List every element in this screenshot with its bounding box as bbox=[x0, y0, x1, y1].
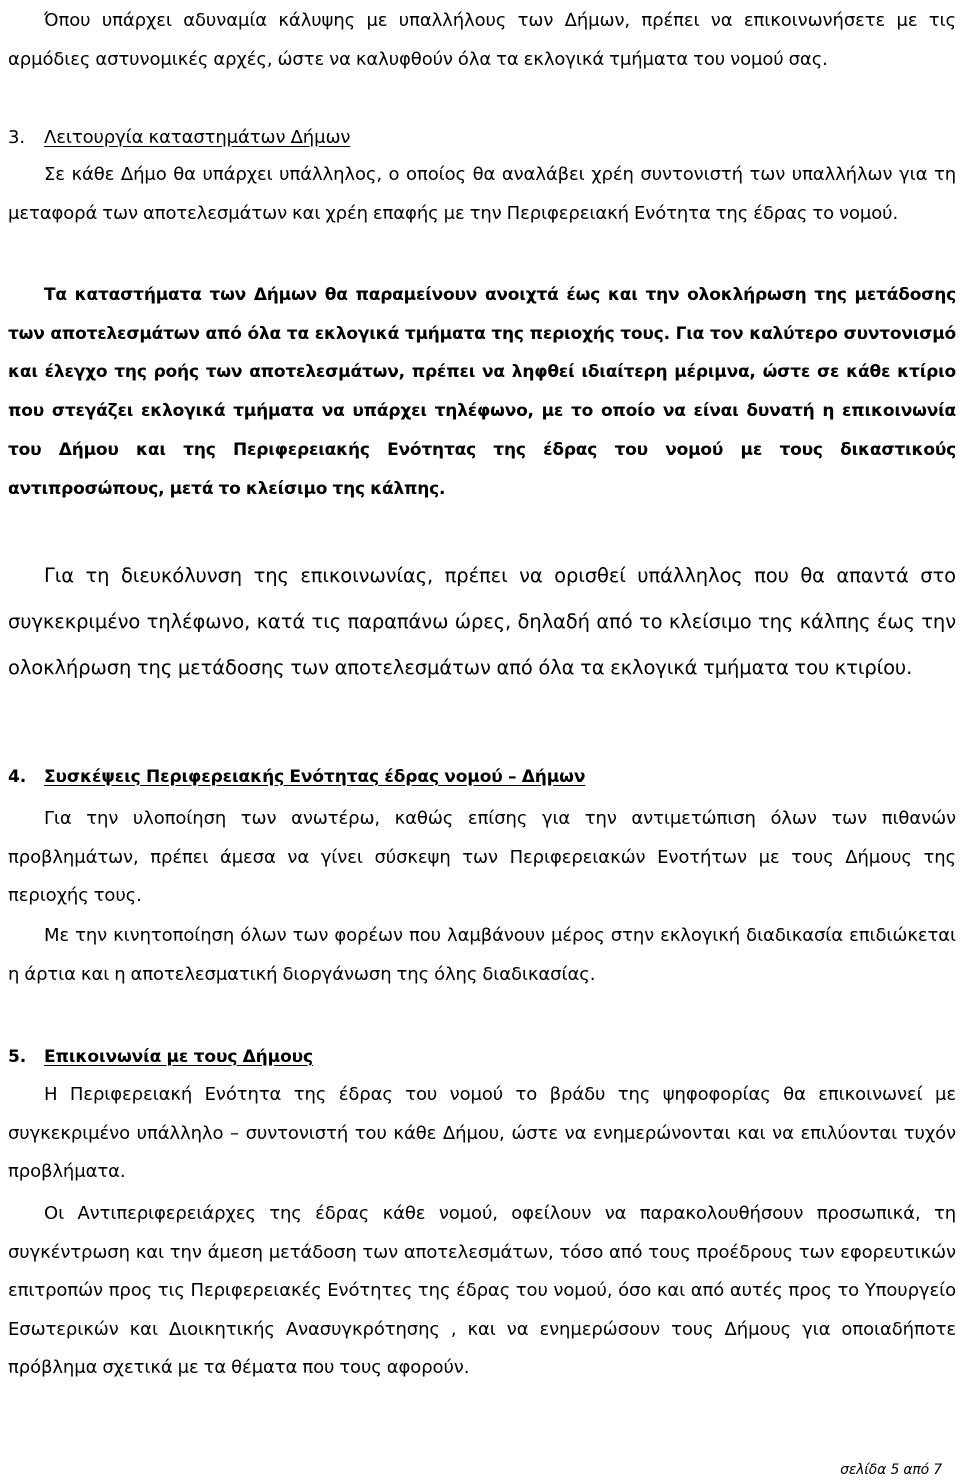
section-3-number: 3. bbox=[8, 127, 25, 148]
section-4-number: 4. bbox=[8, 767, 27, 787]
section-5-heading bbox=[8, 1045, 313, 1069]
section-4-paragraph-2: Με την κινητοποίηση όλων των φορέων που λαμβάνουν μέρος στην εκλογική διαδικασία επιδιώκεται η άρτια και η αποτελεσματική διοργάνωση της όλης διαδικασίας. bbox=[8, 925, 956, 985]
section-5-paragraph-2: Οι Αντιπεριφερειάρχες της έδρας κάθε νομού, οφείλουν να παρακολουθήσουν προσωπικά, τη συγκέντρωση και την άμεση μετάδοση των αποτελεσμάτων, τόσο από τους προέδρους των εφορευτικών επιτροπών προς τις Περιφερειακές Ενότητες της έδρας του νομού, όσο και από αυτές προς το Υπουργείο Εσωτερικών και Διοικητικής Ανασυγκρότησης , και να ενημερώσουν τους Δήμους για οποιαδήποτε πρόβλημα σχετικά με τα θέματα που τους αφορούν. bbox=[8, 1203, 956, 1378]
section-4-paragraph-1: Για την υλοποίηση των ανωτέρω, καθώς επίσης για την αντιμετώπιση όλων των πιθανών προβλημάτων, πρέπει άμεσα να γίνει σύσκεψη των Περιφερειακών Ενοτήτων με τους Δήμους της περιοχής τους. bbox=[8, 808, 956, 906]
section-5-paragraph-1: Η Περιφερειακή Ενότητα της έδρας του νομού το βράδυ της ψηφοφορίας θα επικοινωνεί με συγκεκριμένο υπάλληλο – συντονιστή του κάθε Δήμου, ώστε να ενημερώνονται και να επιλύονται τυχόν προβλήματα. bbox=[8, 1084, 956, 1182]
section-3-paragraph-1: Σε κάθε Δήμο θα υπάρχει υπάλληλος, ο οποίος θα αναλάβει χρέη συντονιστή των υπαλλήλων για τη μεταφορά των αποτελεσμάτων και χρέη επαφής με την Περιφερειακή Ενότητα της έδρας το νομού. bbox=[8, 164, 956, 224]
section-4-heading bbox=[8, 765, 585, 789]
intro-paragraph: Όπου υπάρχει αδυναμία κάλυψης με υπαλλήλους των Δήμων, πρέπει να επικοινωνήσετε με τις αρμόδιες αστυνομικές αρχές, ώστε να καλυφθούν όλα τα εκλογικά τμήματα του νομού σας. bbox=[8, 10, 956, 70]
section-4-title: Συσκέψεις Περιφερειακής Ενότητας έδρας νομού – Δήμων bbox=[44, 767, 586, 787]
section-3-paragraph-3: Για τη διευκόλυνση της επικοινωνίας, πρέπει να ορισθεί υπάλληλος που θα απαντά στο συγκεκριμένο τηλέφωνο, κατά τις παραπάνω ώρες, δηλαδή από το κλείσιμο της κάλπης έως την ολοκλήρωση της μετάδοσης των αποτελεσμάτων από όλα τα εκλογικά τμήματα του κτιρίου. bbox=[8, 564, 956, 679]
page-number-footer: σελίδα 5 από 7 bbox=[840, 1462, 942, 1478]
section-3-paragraph-2: Τα καταστήματα των Δήμων θα παραμείνουν ανοιχτά έως και την ολοκλήρωση της μετάδοσης των αποτελεσμάτων από όλα τα εκλογικά τμήματα της περιοχής τους. Για τον καλύτερο συντονισμό και έλεγχο της ροής των αποτελεσμάτων, πρέπει να ληφθεί ιδιαίτερη μέριμνα, ώστε σε κάθε κτίριο που στεγάζει εκλογικά τμήματα να υπάρχει τηλέφωνο, με το οποίο να είναι δυνατή η επικοινωνία του Δήμου και της Περιφερειακής Ενότητας της έδρας του νομού με τους δικαστικούς αντιπροσώπους, μετά το κλείσιμο της κάλπης. bbox=[8, 285, 956, 499]
section-5-title: Επικοινωνία με τους Δήμους bbox=[44, 1047, 314, 1067]
section-5-number: 5. bbox=[8, 1047, 27, 1067]
section-3-heading bbox=[8, 126, 350, 150]
section-3-title: Λειτουργία καταστημάτων Δήμων bbox=[44, 127, 351, 148]
